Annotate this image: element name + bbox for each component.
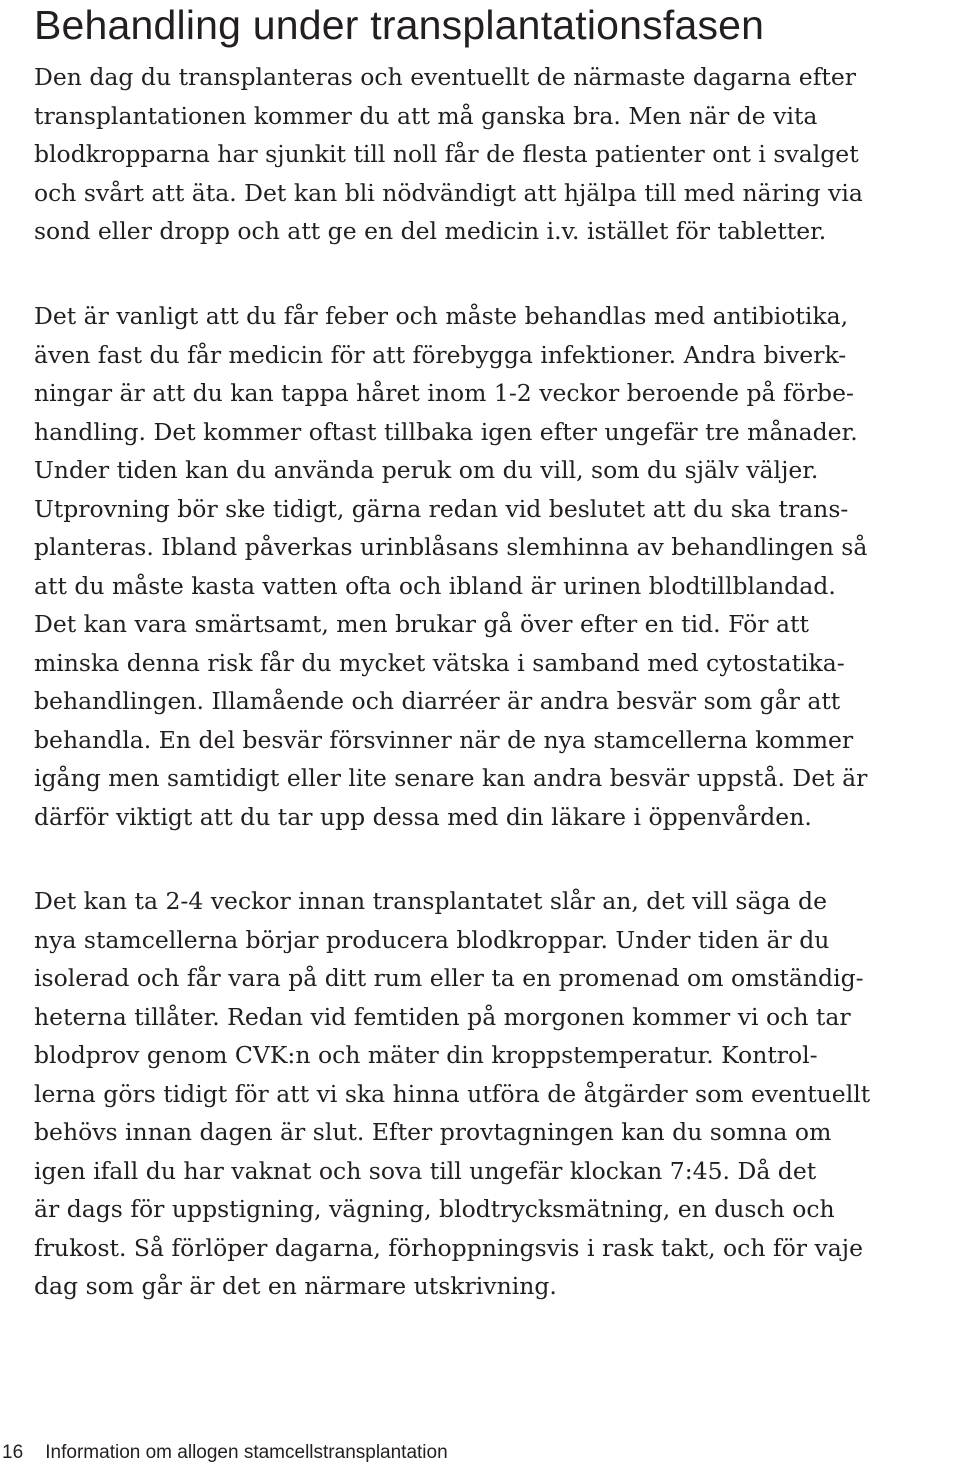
page-footer [0,1441,448,1465]
text-line: blodkropparna har sjunkit till noll får de flesta patienter ont i svalget [34,140,859,168]
footer-publication-title: Information om allogen stamcellstransplantation [45,1442,448,1463]
paragraph [34,58,934,251]
text-line: igång men samtidigt eller lite senare kan andra besvär uppstå. Det är [34,764,868,792]
text-line: Utprovning bör ske tidigt, gärna redan vid beslutet att du ska trans- [34,494,849,523]
text-line: ningar är att du kan tappa håret inom 1-2 veckor beroende på förbe- [34,379,854,407]
text-line: behandla. En del besvär försvinner när de nya stamcellerna kommer [34,725,854,754]
text-line: blodprov genom CVK:n och mäter din kroppstemperatur. Kontrol- [34,1041,818,1069]
text-line: att du måste kasta vatten ofta och ibland är urinen blodtillblandad. [34,571,836,600]
paragraph [34,297,934,836]
text-line: och svårt att äta. Det kan bli nödvändigt att hjälpa till med näring via [34,178,863,207]
paragraph [34,882,934,1306]
text-line: handling. Det kommer oftast tillbaka igen efter ungefär tre månader. [34,417,858,446]
text-line: är dags för uppstigning, vägning, blodtrycksmätning, en dusch och [34,1195,835,1223]
text-line: transplantationen kommer du att må ganska bra. Men när de vita [34,101,818,130]
text-line: behandlingen. Illamående och diarréer är andra besvär som går att [34,687,841,715]
text-line: lerna görs tidigt för att vi ska hinna utföra de åtgärder som eventuellt [34,1079,871,1108]
text-line: behövs innan dagen är slut. Efter provtagningen kan du somna om [34,1118,832,1146]
text-line: därför viktigt att du tar upp dessa med din läkare i öppenvården. [34,802,812,831]
text-line: frukost. Så förlöper dagarna, förhoppningsvis i rask takt, och för vaje [34,1233,863,1262]
text-line: isolerad och får vara på ditt rum eller ta en promenad om omständig- [34,964,864,992]
text-line: sond eller dropp och att ge en del medicin i.v. istället för tabletter. [34,217,827,245]
text-line: Det kan vara smärtsamt, men brukar gå över efter en tid. För att [34,610,809,638]
text-line: även fast du får medicin för att förebygga infektioner. Andra biverk- [34,340,847,369]
text-line: Under tiden kan du använda peruk om du vill, som du själv väljer. [34,456,819,484]
page-number: 16 [2,1442,24,1463]
text-line: Den dag du transplanteras och eventuellt de närmaste dagarna efter [34,63,856,91]
text-line: heterna tillåter. Redan vid femtiden på morgonen kommer vi och tar [34,1002,851,1031]
text-line: minska denna risk får du mycket vätska i samband med cytostatika- [34,648,845,677]
text-line: Det kan ta 2-4 veckor innan transplantatet slår an, det vill säga de [34,887,827,915]
text-line: planteras. Ibland påverkas urinblåsans slemhinna av behandlingen så [34,533,868,561]
text-line: nya stamcellerna börjar producera blodkroppar. Under tiden är du [34,925,830,954]
page-title: Behandling under transplantationsfasen [34,2,765,48]
text-line: dag som går är det en närmare utskrivning. [34,1272,557,1300]
text-line: igen ifall du har vaknat och sova till ungefär klockan 7:45. Då det [34,1156,817,1185]
text-line: Det är vanligt att du får feber och måste behandlas med antibiotika, [34,302,849,330]
